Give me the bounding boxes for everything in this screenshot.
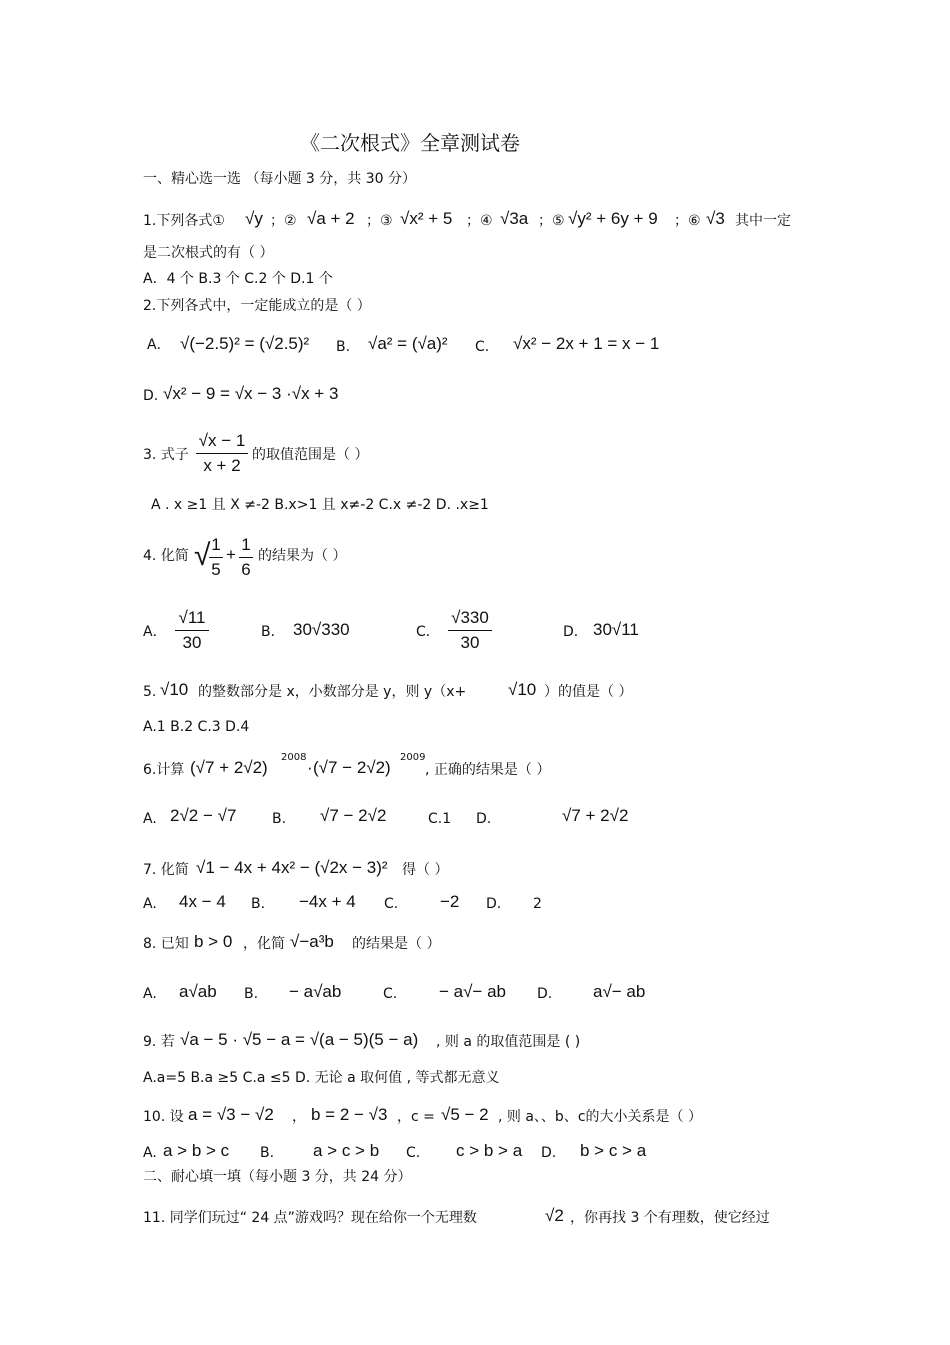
q8-mid: ，化简	[243, 936, 285, 952]
q5-suffix: ）的值是（ ）	[544, 684, 633, 700]
q2-option-b-expr: √a² = (√a)²	[368, 334, 448, 353]
q6-prefix: 6.计算	[143, 762, 185, 778]
q2-option-a-label: A．	[147, 337, 171, 353]
q4-option-a-fraction	[175, 608, 209, 653]
q10-option-c: c > b > a	[456, 1141, 523, 1160]
q8-option-b-label: B.	[244, 986, 259, 1002]
q2-option-a-expr: √(−2.5)² = (√2.5)²	[180, 334, 310, 353]
q6-option-d-expr: √7 + 2√2	[562, 806, 629, 825]
q8-suffix: 的结果是（ ）	[352, 936, 441, 952]
q6-option-a-label: A.	[143, 811, 157, 827]
q8-option-d-label: D.	[537, 986, 553, 1002]
q10-c-expr: √5 − 2	[441, 1105, 489, 1124]
q10-a-expr: a = √3 − √2	[188, 1105, 274, 1124]
q11-suffix: ，你再找 3 个有理数，使它经过	[570, 1210, 770, 1226]
q5-prefix: 5.	[143, 684, 157, 700]
q3-prefix: 3. 式子	[143, 447, 189, 463]
q6-option-a-expr: 2√2 − √7	[170, 806, 237, 825]
q1-prefix: 1.下列各式①	[143, 213, 225, 229]
q8-option-a-label: A.	[143, 986, 157, 1002]
q7-option-c-label: C.	[384, 896, 399, 912]
q6-expr-1: (√7 + 2√2)	[190, 758, 268, 777]
q9-expr: √a − 5 · √5 − a = √(a − 5)(5 − a)	[180, 1030, 419, 1049]
q10-b-expr: b = 2 − √3	[311, 1105, 388, 1124]
q6-exponent-1: 2008	[281, 752, 307, 763]
section-heading-choice: 一、精心选一选 （每小题 3 分，共 30 分）	[143, 171, 416, 187]
q1-sep-2: ；③	[366, 213, 393, 229]
q1-stem-line2: 是二次根式的有（ ）	[143, 245, 274, 261]
q1-sep-5: ；⑥	[674, 213, 701, 229]
q10-option-a: a > b > c	[163, 1141, 230, 1160]
q7-option-b-expr: −4x + 4	[299, 892, 356, 911]
q3-suffix: 的取值范围是（ ）	[252, 447, 369, 463]
q6-suffix: , 正确的结果是（ ）	[425, 762, 551, 778]
q6-expr-2: (√7 − 2√2)	[313, 758, 391, 777]
q1-expr-5: √y² + 6y + 9	[568, 209, 658, 228]
q5-expr-2: √10	[508, 680, 537, 699]
q7-prefix: 7. 化简	[143, 862, 189, 878]
q2-option-d-expr: √x² − 9 = √x − 3 ·√x + 3	[163, 384, 339, 403]
q8-condition: b > 0	[194, 932, 233, 951]
page-title: 《二次根式》全章测试卷	[300, 131, 520, 155]
q10-sep-2: ，c =	[397, 1109, 435, 1125]
q7-option-b-label: B.	[251, 896, 266, 912]
q10-option-c-label: C.	[406, 1145, 421, 1161]
q6-option-b-label: B.	[272, 811, 287, 827]
q4-option-d-expr: 30√11	[593, 620, 639, 639]
q4-radical-sign: √	[194, 539, 211, 572]
q10-prefix: 10. 设	[143, 1109, 184, 1125]
q4-option-a-num: √11	[178, 608, 206, 627]
q4-suffix: 的结果为（ ）	[258, 548, 347, 564]
q2-option-c-label: C.	[475, 339, 490, 355]
q4-option-b-label: B．	[261, 624, 285, 640]
q1-options: A．4 个 B.3 个 C.2 个 D.1 个	[143, 271, 333, 287]
q3-options: A . x ≥1 且 X ≠-2 B.x>1 且 x≠-2 C.x ≠-2 D. .x≥1	[151, 497, 489, 513]
q7-option-a-label: A.	[143, 896, 157, 912]
q6-option-c: C.1	[428, 811, 452, 827]
q6-dot: ·	[307, 758, 313, 777]
q1-sep-3: ；④	[466, 213, 493, 229]
q9-prefix: 9. 若	[143, 1034, 175, 1050]
q2-option-b-label: B.	[336, 339, 351, 355]
q5-expr-1: √10	[160, 680, 189, 699]
q2-stem: 2.下列各式中，一定能成立的是（ ）	[143, 298, 371, 314]
q1-expr-6: √3	[706, 209, 725, 228]
q10-option-b: a > c > b	[313, 1141, 380, 1160]
q11-expr: √2	[545, 1206, 564, 1225]
q4-denominator-2: 6	[241, 560, 251, 579]
section-heading-fill: 二、耐心填一填（每小题 3 分，共 24 分）	[143, 1169, 412, 1185]
q1-expr-1: √y	[245, 209, 263, 228]
q6-option-b-expr: √7 − 2√2	[320, 806, 387, 825]
q7-option-a-expr: 4x − 4	[179, 892, 226, 911]
q4-option-c-fraction	[448, 608, 492, 653]
q7-option-c-expr: −2	[440, 892, 460, 911]
q7-suffix: 得（ ）	[402, 862, 449, 878]
q8-option-c-label: C.	[383, 986, 398, 1002]
q7-option-d-label: D.	[486, 896, 502, 912]
q8-option-c-expr: − a√− ab	[439, 982, 506, 1001]
q5-options: A.1 B.2 C.3 D.4	[143, 719, 250, 735]
q8-expr: √−a³b	[290, 932, 334, 951]
q2-option-d-label: D.	[143, 388, 159, 404]
q5-mid: 的整数部分是 x，小数部分是 y，则 y（x+	[198, 684, 467, 700]
q4-option-a-den: 30	[182, 633, 202, 652]
q7-option-d-expr: 2	[533, 896, 542, 912]
q6-option-d-label: D.	[476, 811, 492, 827]
q2-option-c-expr: √x² − 2x + 1 = x − 1	[513, 334, 660, 353]
q9-options: A.a=5 B.a ≥5 C.a ≤5 D. 无论 a 取何值 , 等式都无意义	[143, 1070, 500, 1086]
q8-prefix: 8. 已知	[143, 936, 189, 952]
q1-sep-1: ；②	[270, 213, 297, 229]
q3-fraction	[196, 431, 248, 476]
q10-option-b-label: B.	[260, 1145, 275, 1161]
q4-prefix: 4. 化简	[143, 548, 189, 564]
q1-expr-3: √x² + 5	[400, 209, 453, 228]
q4-option-c-den: 30	[460, 633, 480, 652]
q4-fraction-1	[209, 535, 223, 580]
q1-expr-4: √3a	[500, 209, 529, 228]
q8-option-a-expr: a√ab	[179, 982, 217, 1001]
q4-numerator-1: 1	[211, 535, 221, 554]
q4-numerator-2: 1	[241, 535, 251, 554]
q1-sep-4: ；⑤	[538, 213, 565, 229]
q4-plus: +	[226, 545, 236, 564]
q9-suffix: , 则 a 的取值范围是 ( )	[436, 1034, 581, 1050]
q7-expr: √1 − 4x + 4x² − (√2x − 3)²	[196, 858, 388, 877]
q4-denominator-1: 5	[211, 560, 221, 579]
q6-exponent-2: 2009	[400, 752, 426, 763]
q10-option-a-label: A.	[143, 1145, 157, 1161]
q1-suffix: 其中一定	[735, 213, 791, 229]
q10-sep-1: ，	[292, 1109, 306, 1125]
q4-fraction-2	[239, 535, 253, 580]
q10-suffix: , 则 a、、b、c的大小关系是（ ）	[498, 1109, 702, 1125]
q10-option-d: b > c > a	[580, 1141, 647, 1160]
q1-expr-2: √a + 2	[307, 209, 355, 228]
q4-option-c-label: C．	[416, 624, 440, 640]
q4-option-a-label: A．	[143, 624, 167, 640]
q8-option-b-expr: − a√ab	[289, 982, 342, 1001]
q3-denominator: x + 2	[203, 456, 241, 475]
q4-option-b-expr: 30√330	[293, 620, 350, 639]
q10-option-d-label: D.	[541, 1145, 557, 1161]
q4-option-d-label: D．	[563, 624, 588, 640]
q8-option-d-expr: a√− ab	[593, 982, 646, 1001]
q3-numerator: √x − 1	[198, 431, 246, 450]
q11-prefix: 11. 同学们玩过“ 24 点”游戏吗？现在给你一个无理数	[143, 1210, 477, 1226]
q4-option-c-num: √330	[451, 608, 489, 627]
